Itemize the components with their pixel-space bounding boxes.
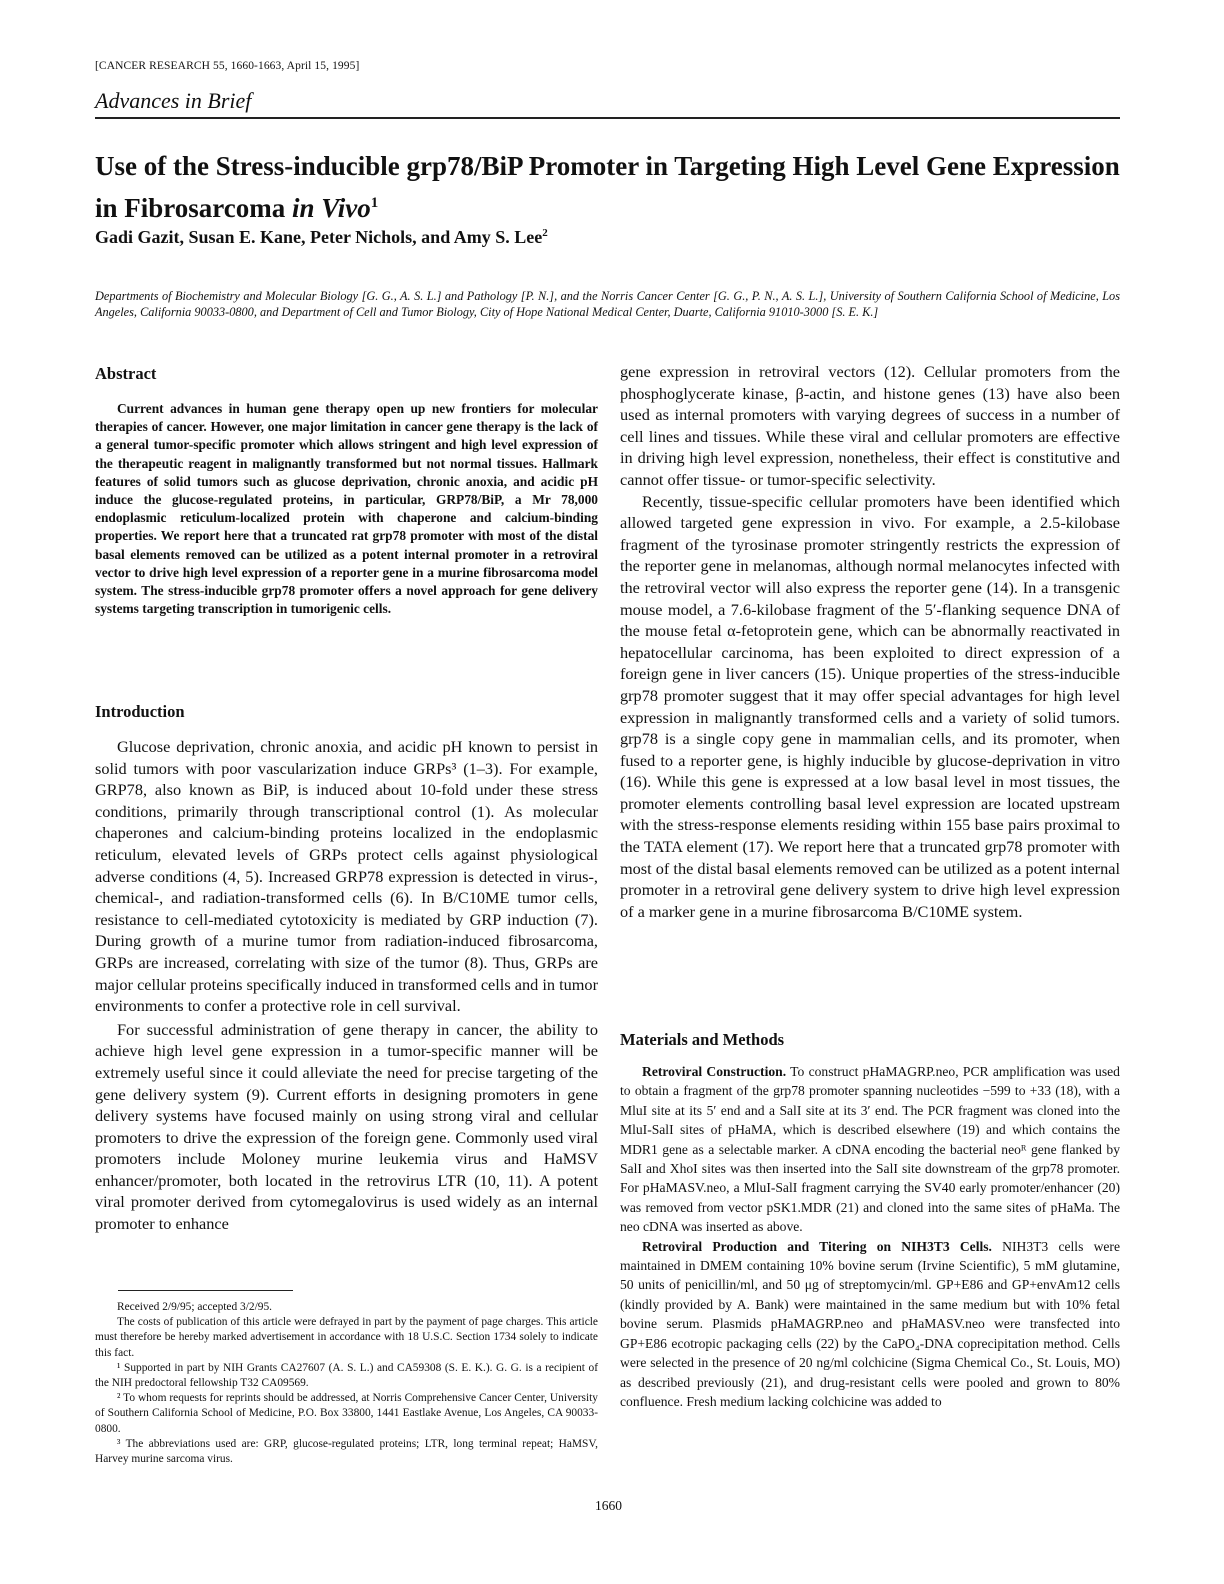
author-list: Gadi Gazit, Susan E. Kane, Peter Nichols, and Amy S. Lee: [95, 227, 543, 247]
footnotes: [95, 1300, 598, 1467]
footnote-rule: [118, 1290, 293, 1291]
authors: [95, 227, 548, 248]
author-footnote-marker: 2: [542, 227, 548, 239]
title-footnote-marker: 1: [370, 195, 379, 211]
methods-subheading: Retroviral Production and Titering on NIH3T3 Cells.: [642, 1238, 992, 1254]
intro-paragraph: For successful administration of gene therapy in cancer, the ability to achieve high level gene expression in a tumor-specific manner will be extremely useful since it could alleviate the need for precise targeting of the gene delivery system (9). Current efforts in designing promoters in gene delivery systems have focused mainly on using strong viral and cellular promoters to drive the expression of the foreign gene. Commonly used viral promoters include Moloney murine leukemia virus and HaMSV enhancer/promoter, both located in the retrovirus LTR (10, 11). A potent viral promoter derived from cytomegalovirus is used widely as an internal promoter to enhance: [95, 1019, 598, 1234]
introduction-section: [95, 702, 598, 1235]
methods-text: NIH3T3 cells were maintained in DMEM containing 10% bovine serum (Irvine Scientific), 5 mM glutamine, 50 units of penicillin/ml, and 50 μg of streptomycin/ml. GP+E86 and GP+envAm12 cells (kindly provided by A. Bank) were maintained in the same medium but with 10% fetal bovine serum. Plasmids pHaMAGRP.neo and pHaMASV.neo were transfected into GP+E86 ecotropic packaging cells (22) by the CaPO₄-DNA coprecipitation method. Cells were selected in the presence of 20 ng/ml colchicine (Sigma Chemical Co., St. Louis, MO) as described previously (21), and drug-resistant cells were pooled and grown to 80% confluence. Fresh medium lacking colchicine was added to: [620, 1238, 1120, 1409]
introduction-continued: [620, 361, 1120, 922]
methods-subheading: Retroviral Construction.: [642, 1064, 787, 1079]
footnote-3: ³ The abbreviations used are: GRP, glucose-regulated proteins; LTR, long terminal repeat; HaMSV, Harvey murine sarcoma virus.: [95, 1437, 598, 1466]
header-rule: [95, 117, 1120, 119]
article-title: [95, 148, 1125, 227]
methods-paragraph: [620, 1062, 1120, 1237]
page-number: 1660: [595, 1498, 622, 1513]
abstract-section: [95, 364, 598, 618]
intro-paragraph: gene expression in retroviral vectors (12). Cellular promoters from the phosphoglycerate kinase, β-actin, and histone genes (13) have also been used as internal promoters with varying degrees of success in a number of cell lines and tissues. While these viral and cellular promoters are effective in driving high level expression, nonetheless, their effect is constitutive and cannot offer tissue- or tumor-specific selectivity.: [620, 362, 1120, 489]
intro-paragraph: Recently, tissue-specific cellular promoters have been identified which allowed targeted gene expression in vivo. For example, a 2.5-kilobase fragment of the tyrosinase promoter stringently restricts the expression of the reporter gene in melanomas, although normal melanocytes infected with the retroviral vector will also express the reporter gene (14). In a transgenic mouse model, a 7.6-kilobase fragment of the 5′-flanking sequence DNA of the mouse fetal α-fetoprotein gene, which can be abnormally reactivated in hepatocellular carcinoma, has been exploited to direct expression of a foreign gene in liver cancers (15). Unique properties of the stress-inducible grp78 promoter suggest that it may offer special advantages for high level expression in malignantly transformed cells and a variety of solid tumors. grp78 is a single copy gene in mammalian cells, and its promoter, when fused to a reporter gene, is highly inducible by glucose-deprivation in vitro (16). While this gene is expressed at a low basal level in most tissues, the promoter elements controlling basal level expression are located upstream with the stress-response elements residing within 155 base pairs proximal to the TATA element (17). We report here that a truncated grp78 promoter with most of the distal basal elements removed can be utilized as a potent internal promoter in a retroviral gene delivery system to drive high level expression of a marker gene in a murine fibrosarcoma B/C10ME system.: [620, 491, 1120, 921]
section-kind: Advances in Brief: [95, 88, 252, 113]
abstract-text: Current advances in human gene therapy open up new frontiers for molecular therapies of cancer. However, one major limitation in cancer gene therapy is the lack of a general tumor-specific promoter which allows stringent and high level expression of the therapeutic reagent in malignantly transformed but not normal tissues. Hallmark features of solid tumors such as glucose deprivation, chronic anoxia, and acidic pH induce the glucose-regulated proteins, in particular, GRP78/BiP, a Mr 78,000 endoplasmic reticulum-localized protein with chaperone and calcium-binding properties. We report here that a truncated rat grp78 promoter with most of the distal basal elements removed can be utilized as a potent internal promoter in a retroviral vector to drive high level expression of a reporter gene in a murine fibrosarcoma model system. The stress-inducible grp78 promoter offers a novel approach for gene delivery systems targeting transcription in tumorigenic cells.: [95, 401, 598, 617]
methods-paragraph: [620, 1237, 1120, 1412]
footnote-1: ¹ Supported in part by NIH Grants CA27607 (A. S. L.) and CA59308 (S. E. K.). G. G. is a recipient of the NIH predoctoral fellowship T32 CA09569.: [95, 1361, 598, 1390]
methods-text: To construct pHaMAGRP.neo, PCR amplification was used to obtain a fragment of the grp78 promoter spanning nucleotides −599 to +33 (18), with a MluI site at its 5′ end and a SalI site at its 3′ end. The PCR fragment was cloned into the MluI-SalI sites of pHaMA, which is described elsewhere (19) and which contains the MDR1 gene as a selectable marker. A cDNA encoding the bacterial neoᴿ gene flanked by SalI and XhoI sites was then inserted into the SalI site downstream of the grp78 promoter. For pHaMASV.neo, a MluI-SalI fragment carrying the SV40 early promoter/enhancer (20) was removed from vector pSK1.MDR (21) and cloned into the same sites of pHaMa. The neo cDNA was inserted as above.: [620, 1064, 1120, 1235]
methods-heading: Materials and Methods: [620, 1030, 785, 1049]
footnote-costs: The costs of publication of this article were defrayed in part by the payment of page charges. This article must therefore be hereby marked advertisement in accordance with 18 U.S.C. Section 1734 solely to indicate this fact.: [95, 1316, 598, 1359]
footnote-received: Received 2/9/95; accepted 3/2/95.: [117, 1301, 272, 1313]
methods-section: [620, 1030, 1120, 1411]
journal-citation: [CANCER RESEARCH 55, 1660-1663, April 15, 1995]: [95, 60, 360, 72]
footnote-2: ² To whom requests for reprints should be addressed, at Norris Comprehensive Cancer Center, University of Southern California School of Medicine, P.O. Box 33800, 1441 Eastlake Avenue, Los Angeles, CA 90033-0800.: [95, 1392, 598, 1435]
affiliations: Departments of Biochemistry and Molecular Biology [G. G., A. S. L.] and Pathology [P. N.], and the Norris Cancer Center [G. G., P. N., A. S. L.], University of Southern California School of Medicine, Los Angeles, California 90033-0800, and Department of Cell and Tumor Biology, City of Hope National Medical Center, Duarte, California 91010-3000 [S. E. K.]: [95, 289, 1120, 319]
intro-paragraph: Glucose deprivation, chronic anoxia, and acidic pH known to persist in solid tumors with poor vascularization induce GRPs³ (1–3). For example, GRP78, also known as BiP, is induced about 10-fold under these stress conditions, primarily through transcriptional control (1). As molecular chaperones and calcium-binding proteins localized in the endoplasmic reticulum, elevated levels of GRPs protect cells against physiological adverse conditions (4, 5). Increased GRP78 expression is detected in virus-, chemical-, and radiation-transformed cells (6). In B/C10ME tumor cells, resistance to cell-mediated cytotoxicity is mediated by GRP induction (7). During growth of a murine tumor from radiation-induced fibrosarcoma, GRPs are increased, correlating with size of the tumor (8). Thus, GRPs are major cellular proteins specifically induced in transformed cells and in tumor environments to confer a protective role in cell survival.: [95, 737, 598, 1016]
abstract-heading: Abstract: [95, 364, 157, 383]
introduction-heading: Introduction: [95, 702, 185, 721]
title-main: Use of the Stress-inducible grp78/BiP Promoter in Targeting High Level Gene Expression in Fibrosarcoma: [95, 151, 1120, 223]
title-italic: in Vivo: [292, 193, 371, 223]
